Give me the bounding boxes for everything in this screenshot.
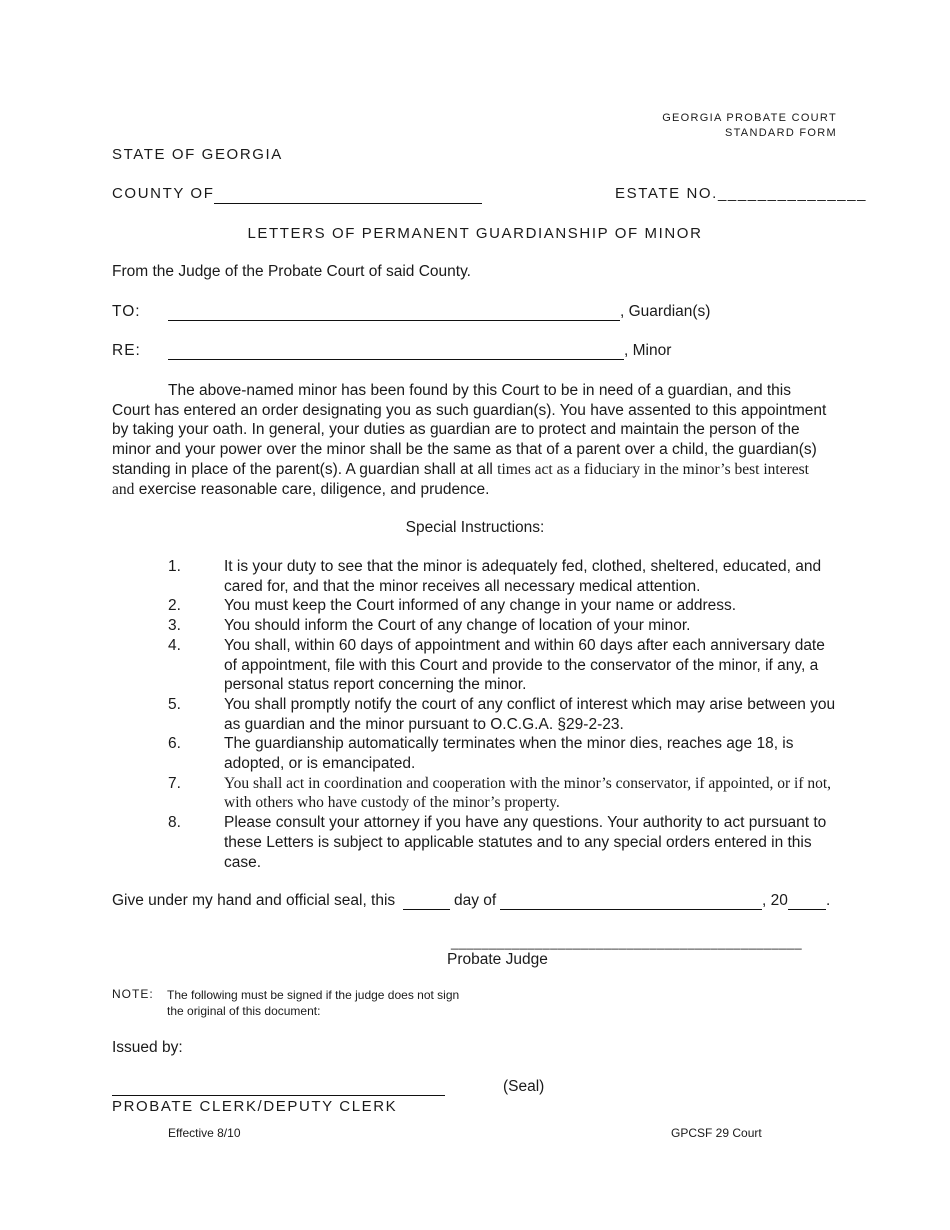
- from-line: From the Judge of the Probate Court of said County.: [112, 263, 471, 280]
- list-item: 4. You shall, within 60 days of appointment and within 60 days after each anniversary date of appointment, file with this Court and provide to the conservator of the minor, if any, a personal status report concerning the minor.: [168, 636, 825, 694]
- document-title: LETTERS OF PERMANENT GUARDIANSHIP OF MINOR: [247, 225, 703, 242]
- seal-line-text-3: , 20: [762, 892, 788, 909]
- footer-effective-date: Effective 8/10: [168, 1126, 241, 1140]
- estate-number-field[interactable]: ESTATE NO._______________: [615, 185, 868, 202]
- clerk-signature-field[interactable]: [112, 1095, 445, 1096]
- seal-label: (Seal): [503, 1078, 545, 1095]
- note-label: NOTE:: [112, 987, 154, 1001]
- list-item: 2. You must keep the Court informed of any change in your name or address.: [168, 597, 737, 615]
- list-item: 7. You shall act in coordination and cooperation with the minor’s conservator, if appointed, or if not, with others who have custody of the minor’s property.: [168, 774, 832, 812]
- issued-by-label: Issued by:: [112, 1039, 183, 1056]
- form-type: STANDARD FORM: [724, 127, 837, 139]
- form-header: [662, 111, 837, 141]
- note-text: The following must be signed if the judge does not sign the original of this document:: [167, 988, 460, 1018]
- county-field[interactable]: [214, 203, 482, 204]
- re-label: RE:: [112, 342, 141, 359]
- list-item: 5. You shall promptly notify the court of any conflict of interest which may arise between you as guardian and the minor pursuant to O.C.G.A. §29-2-23.: [168, 695, 836, 733]
- year-field[interactable]: [788, 909, 826, 910]
- seal-line-text-2: day of: [454, 892, 497, 909]
- body-paragraph: The above-named minor has been found by this Court to be in need of a guardian, and this Court has entered an order designating you as such guardian(s). You have assented to this appointment by taking your oath. In general, your duties as guardian are to protect and maintain the person of the minor and your power over the minor shall be the same as that of a parent over a child, the guardian(s) standing in place of the parent(s). A guardian shall at all times act as a fiduciary in the minor’s best interest and exercise reasonable care, diligence, and prudence.: [112, 382, 827, 498]
- seal-line-text-1: Give under my hand and official seal, this: [112, 892, 396, 909]
- list-item: 1. It is your duty to see that the minor is adequately fed, clothed, sheltered, educated, and cared for, and that the minor receives all necessary medical attention.: [168, 558, 822, 595]
- month-field[interactable]: [500, 909, 762, 910]
- clerk-label: PROBATE CLERK/DEPUTY CLERK: [112, 1098, 398, 1115]
- list-item: 3. You should inform the Court of any change of location of your minor.: [168, 617, 691, 635]
- instructions-list: [112, 557, 842, 872]
- list-item: 8. Please consult your attorney if you have any questions. Your authority to act pursuant to these Letters is subject to applicable statutes and to any special orders entered in this case.: [168, 814, 827, 871]
- minor-name-field[interactable]: [168, 359, 624, 360]
- list-item: 6. The guardianship automatically terminates when the minor dies, reaches age 18, is adopted, or is emancipated.: [168, 735, 794, 773]
- to-label: TO:: [112, 303, 141, 320]
- guardian-suffix: , Guardian(s): [620, 303, 711, 320]
- day-field[interactable]: [403, 909, 450, 910]
- state-label: STATE OF GEORGIA: [112, 146, 283, 163]
- guardian-name-field[interactable]: [168, 320, 620, 321]
- minor-suffix: , Minor: [624, 342, 672, 359]
- seal-line-text-4: .: [826, 892, 831, 909]
- special-instructions-heading: Special Instructions:: [405, 519, 545, 536]
- judge-signature-line[interactable]: ______________________________________________: [451, 935, 802, 950]
- probate-judge-label: Probate Judge: [447, 951, 548, 968]
- court-name: GEORGIA PROBATE COURT: [662, 112, 837, 124]
- county-label: COUNTY OF: [112, 185, 215, 202]
- footer-form-code: GPCSF 29 Court: [671, 1126, 762, 1140]
